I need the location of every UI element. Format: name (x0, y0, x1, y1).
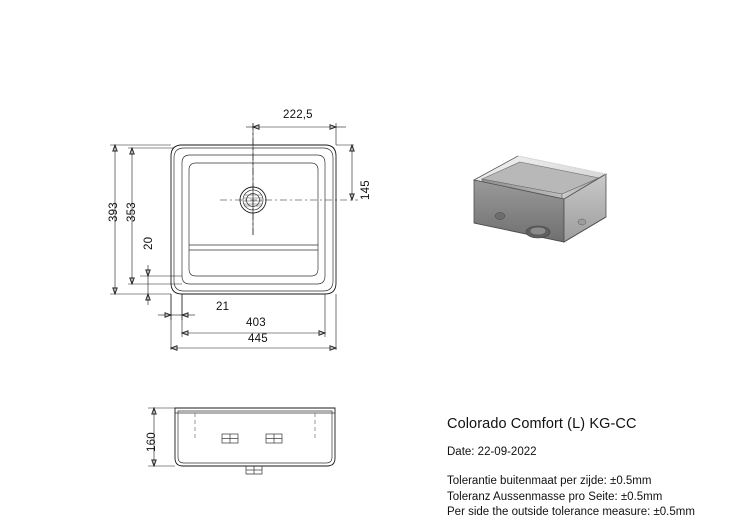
dimension-left-small: 20 (143, 236, 155, 250)
dimension-right-height: 145 (360, 180, 372, 200)
front-view-drawing (140, 396, 360, 486)
tolerance-note-en: Per side the outside tolerance measure: ±0.5mm (447, 506, 695, 518)
dimension-left-outer: 393 (108, 202, 120, 222)
dimension-left-inner: 353 (126, 202, 138, 222)
dimension-top-width: 222,5 (283, 109, 313, 121)
dimension-bottom-outer: 445 (248, 333, 268, 345)
isometric-view-drawing (460, 150, 620, 275)
tolerance-note-nl: Tolerantie buitenmaat per zijde: ±0.5mm (447, 475, 652, 487)
drawing-date: Date: 22-09-2022 (447, 446, 537, 458)
title-block (447, 416, 737, 521)
top-view-drawing (110, 105, 360, 360)
dimension-bottom-small: 21 (216, 301, 230, 313)
product-title: Colorado Comfort (L) KG-CC (447, 416, 637, 432)
tolerance-note-de: Toleranz Aussenmasse pro Seite: ±0.5mm (447, 490, 663, 503)
dimension-bottom-inner: 403 (246, 317, 266, 329)
dimension-side-height: 160 (146, 432, 158, 452)
